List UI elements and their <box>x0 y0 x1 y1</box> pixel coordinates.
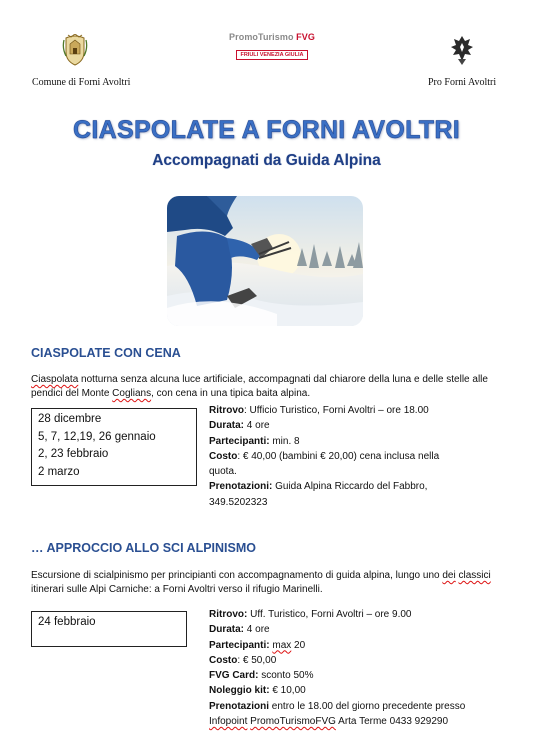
date-line: 5, 7, 12,19, 26 gennaio <box>38 430 156 443</box>
section1-intro-part2: , con cena in una tipica baita alpina. <box>151 388 311 399</box>
section1-intro-part1: notturna senza alcuna luce artificiale, accompagnati dal chiarore della luna e delle stelle alle pendici del Monte <box>31 374 488 399</box>
detail-label: Costo <box>209 654 238 666</box>
detail-label: FVG Card: <box>209 670 259 682</box>
detail-durata <box>209 622 519 637</box>
detail-fvg-card <box>209 668 519 683</box>
detail-value: 4 ore <box>244 624 270 636</box>
detail-label: Ritrovo: <box>209 609 248 620</box>
section2-intro <box>31 569 511 597</box>
detail-value-word: max <box>272 639 292 651</box>
detail-label: Costo <box>209 450 238 462</box>
detail-value-word: Infopoint <box>209 716 248 728</box>
detail-prenotazioni <box>209 479 509 494</box>
detail-label: Prenotazioni <box>209 700 270 712</box>
date-line: 2, 23 febbraio <box>38 448 109 460</box>
snowshoe-photo <box>167 196 363 326</box>
detail-label: Partecipanti: <box>209 435 270 447</box>
detail-value: Arta Terme 0433 929290 <box>335 716 449 728</box>
section2-details <box>209 607 519 729</box>
detail-value: 4 ore <box>244 420 270 432</box>
section2-intro-word2: classici <box>458 570 491 581</box>
date-line: 24 febbraio <box>38 616 96 628</box>
detail-noleggio <box>209 683 519 698</box>
section2-dates-box <box>31 611 187 647</box>
snowshoe-scene-illustration <box>167 196 363 326</box>
detail-label: Durata: <box>209 624 245 636</box>
page-subtitle: Accompagnati da Guida Alpina <box>152 152 381 169</box>
promo-logo-text: PromoTurismo <box>229 32 294 42</box>
section2-intro-part3: itinerari sulle Alpi Carniche: a Forni Avoltri verso il rifugio Marinelli. <box>31 584 323 595</box>
page-title: CIASPOLATE A FORNI AVOLTRI <box>73 116 460 144</box>
detail-value-word: PromoTurismoFVG <box>250 716 336 728</box>
detail-value: : Ufficio Turistico, Forni Avoltri – ore 18.00 <box>244 405 429 416</box>
section2-intro-word1: dei <box>442 570 456 581</box>
detail-partecipanti <box>209 638 519 653</box>
detail-value: sconto 50% <box>258 670 314 682</box>
detail-costo <box>209 449 509 464</box>
detail-partecipanti <box>209 434 509 449</box>
section2-intro-part1: Escursione di scialpinismo per principianti con accompagnamento di guida alpina, lungo uno <box>31 570 443 581</box>
detail-durata <box>209 418 509 433</box>
detail-costo-cont: quota. <box>209 466 237 478</box>
detail-value: Uff. Turistico, Forni Avoltri – ore 9.00 <box>247 609 412 620</box>
detail-value: : € 40,00 (bambini € 20,00) cena inclusa nella <box>237 450 440 462</box>
detail-label: Ritrovo <box>209 405 244 416</box>
detail-value: min. 8 <box>269 435 300 447</box>
detail-value: 20 <box>291 639 306 651</box>
detail-prenotazioni <box>209 699 519 714</box>
pro-loco-emblem-icon <box>449 34 475 66</box>
detail-costo <box>209 653 519 668</box>
promo-logo-sub: FRIULI VENEZIA GIULIA <box>236 50 307 60</box>
comune-label: Comune di Forni Avoltri <box>32 77 131 88</box>
section1-intro <box>31 373 509 401</box>
comune-crest-icon <box>62 34 88 66</box>
detail-ritrovo <box>209 403 509 418</box>
section-heading-sci-alpinismo: … APPROCCIO ALLO SCI ALPINISMO <box>31 541 257 555</box>
section1-intro-word1: Ciaspolata <box>31 374 79 385</box>
detail-label: Noleggio kit: <box>209 685 270 697</box>
detail-prenotazioni-phone: 349.5202323 <box>209 496 268 508</box>
section-heading-ciaspolate-cena: CIASPOLATE CON CENA <box>31 346 181 360</box>
date-line: 2 marzo <box>38 465 80 478</box>
section1-dates-box <box>31 408 197 486</box>
pro-loco-label: Pro Forni Avoltri <box>428 77 497 88</box>
detail-value: Guida Alpina Riccardo del Fabbro, <box>272 481 428 493</box>
detail-prenotazioni-cont <box>209 714 519 729</box>
promo-logo-accent: FVG <box>296 32 315 42</box>
section1-intro-word2: Coglians <box>112 388 152 399</box>
detail-ritrovo <box>209 607 519 622</box>
section1-details <box>209 403 509 510</box>
detail-label: Durata: <box>209 420 245 432</box>
detail-label: Prenotazioni: <box>209 481 273 493</box>
promoturismo-logo <box>222 32 322 61</box>
date-line: 28 dicembre <box>38 413 102 425</box>
detail-value: : € 50,00 <box>237 654 277 666</box>
detail-value: € 10,00 <box>269 685 306 697</box>
detail-label: Partecipanti: <box>209 639 270 651</box>
detail-value: entro le 18.00 del giorno precedente presso <box>269 700 466 712</box>
